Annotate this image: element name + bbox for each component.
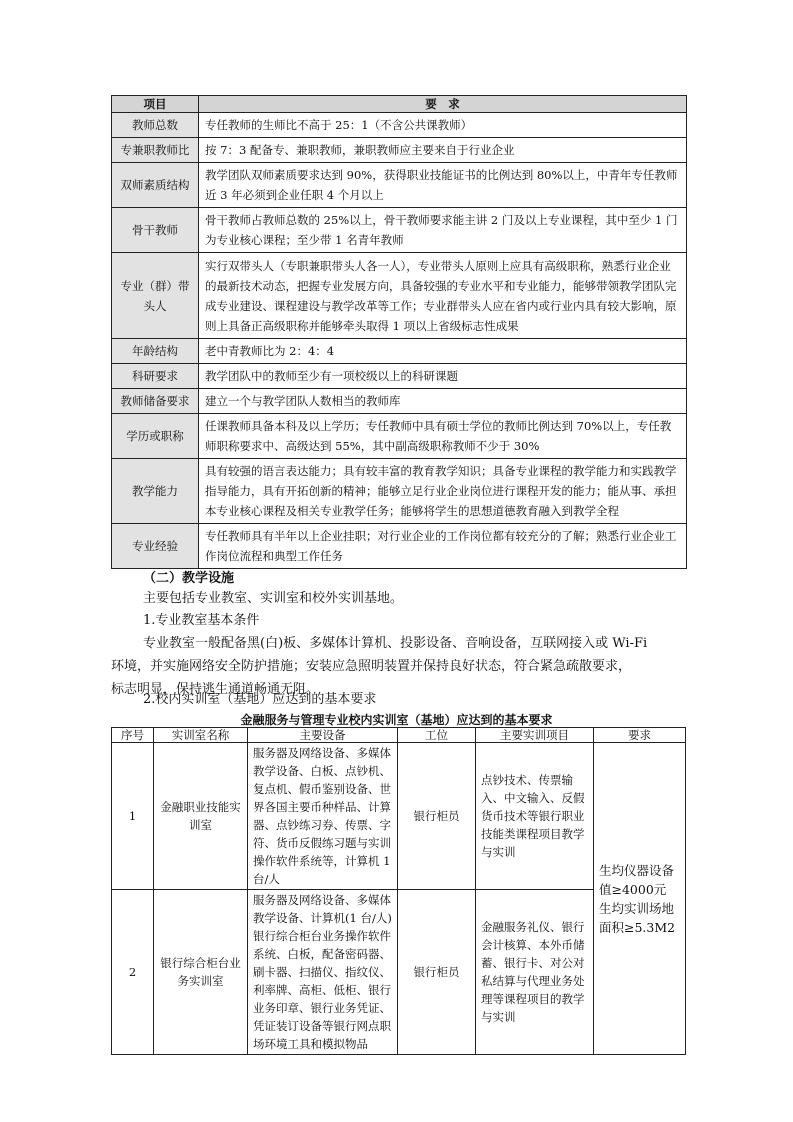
table-row <box>112 459 687 524</box>
table-row <box>112 743 686 890</box>
paragraph-line: 环境，并实施网络安全防护措施；安装应急照明装置并保持良好状态，符合紧急疏散要求， <box>111 659 632 674</box>
row-lab-name: 银行综合柜台业务实训室 <box>154 890 248 1055</box>
header-equipment: 主要设备 <box>248 728 398 743</box>
table-row <box>112 414 687 459</box>
table-row <box>112 364 687 389</box>
row-project: 点钞技术、传票输入、中文输入、反假货币技术等银行职业技能类课程项目教学与实训 <box>476 743 594 890</box>
shared-requirement: 生均仪器设备值≥4000元 生均实训场地面积≥5.3M2 <box>594 743 686 1055</box>
row-item: 专业经验 <box>112 524 199 569</box>
table-caption: 金融服务与管理专业校内实训室（基地）应达到的基本要求 <box>240 713 553 727</box>
row-requirement: 实行双带头人（专职兼职带头人各一人），专业带头人原则上应具有高级职称，熟悉行业企业的最新技术动态，把握专业发展方向，具备较强的专业水平和专业能力，能够带领教学团队完成专业建设、课程建设与教学改革等工作；专业群带头人应在省内或行业内具有较大影响，原则上具备正高级职称并能够牵头取得 1 项以上省级标志性成果 <box>199 253 687 339</box>
row-requirement: 专任教师的生师比不高于 25：1（不含公共课教师） <box>199 113 687 138</box>
row-requirement: 任课教师具备本科及以上学历；专任教师中具有硕士学位的教师比例达到 70%以上，专任教师职称要求中、高级达到 55%，其中副高级职称教师不少于 30% <box>199 414 687 459</box>
row-post: 银行柜员 <box>398 890 476 1055</box>
row-requirement: 专任教师具有半年以上企业挂职；对行业企业的工作岗位都有较充分的了解；熟悉行业企业工作岗位流程和典型工作任务 <box>199 524 687 569</box>
header-project: 主要实训项目 <box>476 728 594 743</box>
section-heading: （二）教学设施 <box>143 571 235 586</box>
row-item: 学历或职称 <box>112 414 199 459</box>
row-requirement: 具有较强的语言表达能力；具有较丰富的教育教学知识；具备专业课程的教学能力和实践教学指导能力，具有开拓创新的精神；能够立足行业企业岗位进行课程开发的能力；能从事、承担本专业核心课程及相关专业教学任务；能够将学生的思想道德教育融入到教学全程 <box>199 459 687 524</box>
header-requirement: 要求 <box>594 728 686 743</box>
row-requirement: 建立一个与教学团队人数相当的教师库 <box>199 389 687 414</box>
row-requirement: 老中青教师比为 2：4：4 <box>199 339 687 364</box>
row-no: 1 <box>112 743 154 890</box>
table-row <box>112 253 687 339</box>
row-requirement: 教学团队中的教师至少有一项校级以上的科研课题 <box>199 364 687 389</box>
row-no: 2 <box>112 890 154 1055</box>
table-row <box>112 113 687 138</box>
row-lab-name: 金融职业技能实训室 <box>154 743 248 890</box>
table-header-row <box>112 96 687 113</box>
subsection-2-title: 2.校内实训室（基地）应达到的基本要求 <box>143 692 377 707</box>
header-no: 序号 <box>112 728 154 743</box>
table-row <box>112 163 687 208</box>
paragraph-line: 标志明显，保持逃生通道畅通无阻。 <box>111 682 320 697</box>
row-item: 科研要求 <box>112 364 199 389</box>
row-equipment: 服务器及网络设备、多媒体教学设备、白板、点钞机、复点机、假币鉴别设备、世界各国主要币种样品、计算器、点钞练习券、传票、字符、货币反假练习题与实训操作软件系统等，计算机 1 台/人 <box>248 743 398 890</box>
table-row <box>112 389 687 414</box>
row-requirement: 教学团队双师素质要求达到 90%，获得职业技能证书的比例达到 80%以上，中青年专任教师近 3 年必须到企业任职 4 个月以上 <box>199 163 687 208</box>
row-equipment: 服务器及网络设备、多媒体教学设备、计算机(1 台/人)银行综合柜台业务操作软件系统、白板，配备密码器、刷卡器、扫描仪、指纹仪、利率牌、高柜、低柜、银行业务印章、银行业务凭证、凭证装订设备等银行网点职场环境工具和模拟物品 <box>248 890 398 1055</box>
table-header-row <box>112 728 686 743</box>
subsection-1-title: 1.专业教室基本条件 <box>143 613 260 628</box>
table-row <box>112 138 687 163</box>
row-item: 骨干教师 <box>112 208 199 253</box>
row-item: 教师总数 <box>112 113 199 138</box>
row-item: 教学能力 <box>112 459 199 524</box>
table-row <box>112 339 687 364</box>
teacher-requirements-table <box>111 95 687 569</box>
table-row <box>112 524 687 569</box>
row-item: 双师素质结构 <box>112 163 199 208</box>
row-requirement: 按 7：3 配备专、兼职教师，兼职教师应主要来自于行业企业 <box>199 138 687 163</box>
row-item: 专兼职教师比 <box>112 138 199 163</box>
row-requirement: 骨干教师占教师总数的 25%以上，骨干教师要求能主讲 2 门及以上专业课程，其中至少 1 门为专业核心课程；至少带 1 名青年教师 <box>199 208 687 253</box>
row-post: 银行柜员 <box>398 743 476 890</box>
row-item: 年龄结构 <box>112 339 199 364</box>
header-name: 实训室名称 <box>154 728 248 743</box>
header-post: 工位 <box>398 728 476 743</box>
table-row <box>112 208 687 253</box>
header-item: 项目 <box>112 96 199 113</box>
row-item: 教师储备要求 <box>112 389 199 414</box>
paragraph-line: 专业教室一般配备黑(白)板、多媒体计算机、投影设备、音响设备，互联网接入或 Wi-Fi <box>143 636 648 651</box>
row-item: 专业（群）带头人 <box>112 253 199 339</box>
lab-requirements-table <box>111 727 686 1055</box>
row-project: 金融服务礼仪、银行会计核算、本外币储蓄、银行卡、对公对私结算与代理业务处理等课程项目的教学与实训 <box>476 890 594 1055</box>
section-intro: 主要包括专业教室、实训室和校外实训基地。 <box>143 591 404 606</box>
header-requirement: 要 求 <box>199 96 687 113</box>
